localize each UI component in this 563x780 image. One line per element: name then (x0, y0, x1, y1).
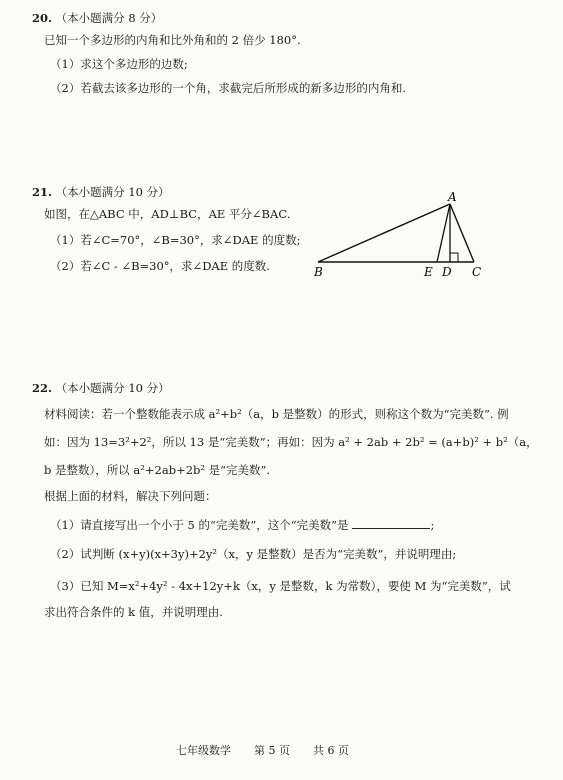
label-C: C (472, 265, 482, 279)
q20-number: 20. (32, 11, 53, 25)
q22-part3-line1: （3）已知 M=x²+4y² - 4x+12y+k（x，y 是整数，k 为常数），要使 M 为“完美数”，试 (50, 579, 511, 593)
q20-stem: 已知一个多边形的内角和比外角和的 2 倍少 180°. (44, 33, 301, 47)
q21-stem: 如图，在△ABC 中，AD⊥BC，AE 平分∠BAC. (44, 207, 291, 221)
footer-page: 第 5 页 (254, 744, 290, 757)
footer-total: 共 6 页 (313, 744, 349, 757)
q22-material-line2: 如：因为 13=3²+2²，所以 13 是“完美数”；再如：因为 a² + 2ab + 2b² = (a+b)² + b²（a， (44, 435, 538, 449)
q22-instruction: 根据上面的材料，解决下列问题： (44, 489, 217, 503)
q20-header (32, 10, 162, 26)
q22-number: 22. (32, 381, 53, 395)
q22-part1 (50, 516, 434, 533)
segment-AE (437, 204, 450, 262)
segment-AB (318, 204, 450, 262)
q22-material-line1: 材料阅读：若一个整数能表示成 a²+b²（a，b 是整数）的形式，则称这个数为“完美数”. 例 (44, 407, 509, 421)
q22-part2: （2）试判断 (x+y)(x+3y)+2y²（x，y 是整数）是否为“完美数”，并说明理由; (50, 547, 457, 561)
answer-blank[interactable] (352, 516, 430, 529)
q22-header (32, 380, 170, 396)
q20-part2: （2）若截去该多边形的一个角，求截完后所形成的新多边形的内角和. (50, 81, 406, 95)
q20-score-note: （本小题满分 8 分） (55, 11, 163, 25)
q22-score-note: （本小题满分 10 分） (55, 381, 170, 395)
q21-score-note: （本小题满分 10 分） (55, 185, 170, 199)
footer-subject: 七年级数学 (176, 744, 231, 757)
q21-part1: （1）若∠C=70°，∠B=30°，求∠DAE 的度数; (50, 233, 301, 247)
page-footer (176, 742, 349, 758)
q22-part3-line2: 求出符合条件的 k 值，并说明理由. (44, 605, 223, 619)
label-D: D (442, 265, 452, 279)
q21-number: 21. (32, 185, 53, 199)
q21-part2: （2）若∠C - ∠B=30°，求∠DAE 的度数. (50, 259, 270, 273)
label-A: A (448, 190, 457, 204)
label-B: B (314, 265, 323, 279)
q22-part1-text: （1）请直接写出一个小于 5 的“完美数”，这个“完美数”是 (50, 518, 349, 532)
label-E: E (424, 265, 433, 279)
q21-header (32, 184, 170, 200)
q20-part1: （1）求这个多边形的边数; (50, 57, 188, 71)
q22-material-line3: b 是整数），所以 a²+2ab+2b² 是“完美数”. (44, 463, 271, 477)
triangle-figure (300, 190, 500, 282)
right-angle-mark (450, 253, 458, 262)
q22-part1-end: ; (430, 518, 435, 532)
